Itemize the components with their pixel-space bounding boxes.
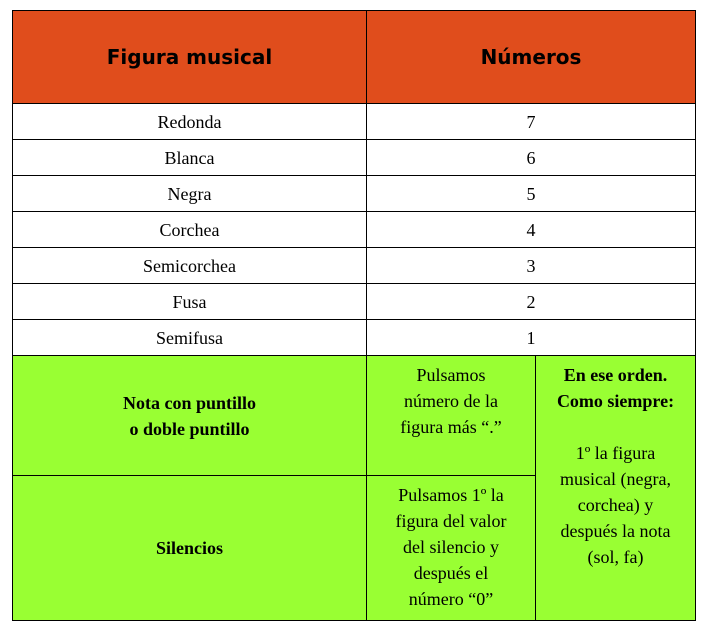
- number-cell: 2: [367, 284, 696, 320]
- number-cell: 6: [367, 140, 696, 176]
- silencios-instruction: [367, 476, 536, 621]
- instruction-line: Pulsamos 1º la: [398, 485, 504, 505]
- side-note-line: después la nota: [560, 521, 671, 541]
- side-note-line: (sol, fa): [587, 547, 644, 567]
- table-row: [13, 140, 696, 176]
- music-figures-table: [12, 10, 696, 621]
- side-note-line: corchea) y: [577, 495, 654, 515]
- side-note-line: 1º la figura: [575, 443, 656, 463]
- figure-cell: Fusa: [13, 284, 367, 320]
- side-note: [536, 356, 696, 621]
- instruction-line: figura del valor: [395, 511, 507, 531]
- table-row: [13, 320, 696, 356]
- instruction-line: Pulsamos: [416, 365, 486, 385]
- figure-cell: Blanca: [13, 140, 367, 176]
- table-row: [13, 176, 696, 212]
- instruction-line: después el: [413, 563, 489, 583]
- table-row: [13, 248, 696, 284]
- table-row: [13, 104, 696, 140]
- side-note-line: musical (negra,: [560, 469, 671, 489]
- figure-cell: Semifusa: [13, 320, 367, 356]
- header-numeros: Números: [367, 11, 696, 104]
- figure-cell: Semicorchea: [13, 248, 367, 284]
- side-note-bold-line: Como siempre:: [556, 391, 675, 411]
- number-cell: 5: [367, 176, 696, 212]
- header-figura-musical: Figura musical: [13, 11, 367, 104]
- puntillo-row: [13, 356, 696, 476]
- figure-cell: Negra: [13, 176, 367, 212]
- number-cell: 3: [367, 248, 696, 284]
- instruction-line: número “0”: [408, 589, 494, 609]
- table-header-row: [13, 11, 696, 104]
- table-row: [13, 284, 696, 320]
- figure-cell: Corchea: [13, 212, 367, 248]
- puntillo-label-line: o doble puntillo: [129, 418, 250, 439]
- number-cell: 1: [367, 320, 696, 356]
- instruction-line: número de la: [404, 391, 498, 411]
- figure-cell: Redonda: [13, 104, 367, 140]
- puntillo-instruction: [367, 356, 536, 476]
- instruction-line: figura más “.”: [400, 417, 502, 437]
- number-cell: 7: [367, 104, 696, 140]
- table-row: [13, 212, 696, 248]
- instruction-line: del silencio y: [403, 537, 499, 557]
- puntillo-label-line: Nota con puntillo: [122, 392, 257, 413]
- puntillo-label: [13, 356, 367, 476]
- silencios-label: Silencios: [13, 476, 367, 621]
- number-cell: 4: [367, 212, 696, 248]
- side-note-bold-line: En ese orden.: [563, 365, 668, 385]
